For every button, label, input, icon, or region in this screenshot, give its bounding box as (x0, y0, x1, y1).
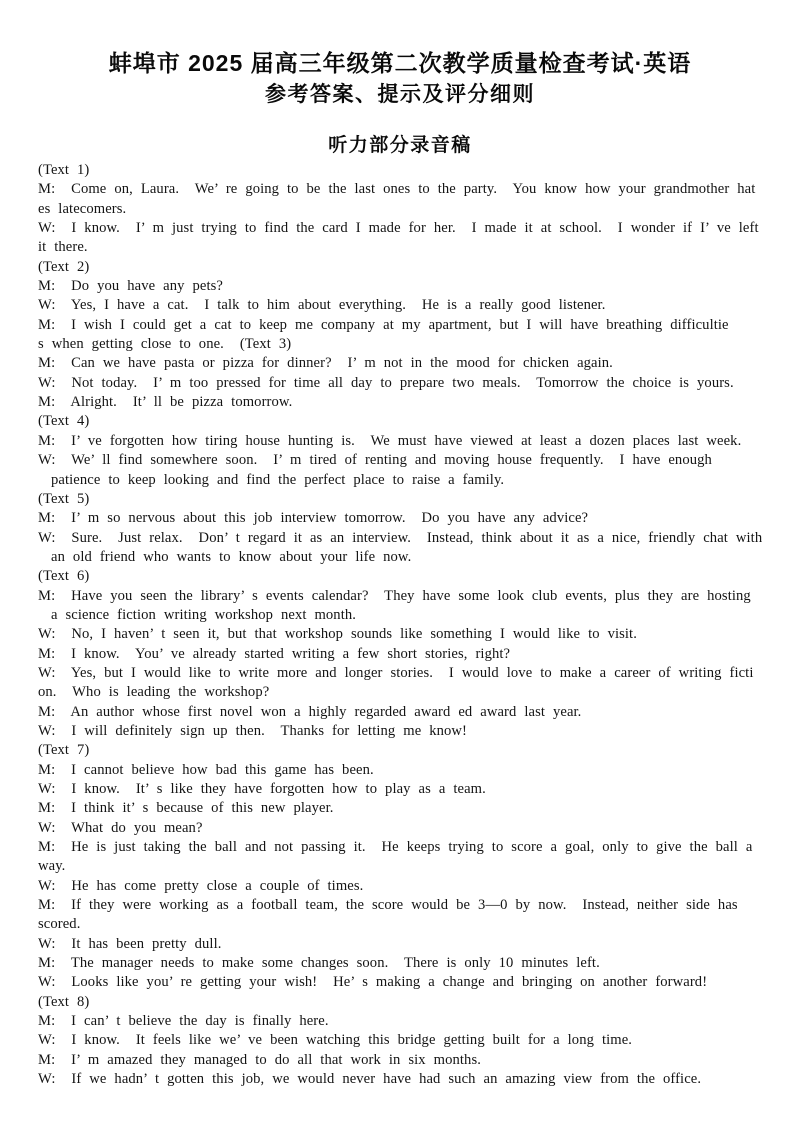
transcript-line: M: The manager needs to make some changes soon. There is only 10 minutes left. (38, 955, 600, 972)
transcript-line: W: Yes, but I would like to write more and longer stories. I would love to make a career of writing ficti (38, 664, 754, 681)
transcript-line: an old friend who wants to know about your life now. (51, 548, 412, 565)
transcript-text-marker: (Text 2) (38, 258, 90, 275)
transcript-line: scored. (38, 916, 81, 933)
transcript-line: es latecomers. (38, 200, 127, 217)
transcript-text-marker: (Text 7) (38, 742, 90, 759)
transcript-line: W: I know. It’ s like they have forgotten how to play as a team. (38, 781, 486, 797)
transcript-line: a science fiction writing workshop next month. (51, 606, 356, 623)
transcript-line: W: We’ ll find somewhere soon. I’ m tired of renting and moving house frequently. I have enough (38, 452, 712, 469)
transcript-line: M: Can we have pasta or pizza for dinner? I’ m not in the mood for chicken again. (38, 355, 613, 372)
transcript-line: on. Who is leading the workshop? (38, 684, 270, 701)
transcript-line: W: I know. It feels like we’ ve been watching this bridge getting built for a long time. (38, 1032, 633, 1049)
transcript-line: it there. (38, 239, 88, 256)
transcript-line: M: Do you have any pets? (38, 278, 223, 295)
transcript-line: M: I’ m so nervous about this job interview tomorrow. Do you have any advice? (38, 510, 589, 527)
transcript-line: M: I’ m amazed they managed to do all that work in six months. (38, 1051, 481, 1068)
transcript-line: W: I know. I’ m just trying to find the card I made for her. I made it at school. I wonder if I’ ve left (38, 220, 759, 237)
transcript-line: s when getting close to one. (Text 3) (38, 336, 292, 353)
transcript-line: M: I cannot believe how bad this game has been. (38, 761, 374, 778)
transcript-line: W: Sure. Just relax. Don’ t regard it as an interview. Instead, think about it as a nice, friendly chat with (38, 529, 763, 546)
transcript-line: W: No, I haven’ t seen it, but that workshop sounds like something I would like to visit. (38, 626, 637, 643)
document-subtitle: 参考答案、提示及评分细则 (265, 83, 535, 106)
transcript-line: M: He is just taking the ball and not passing it. He keeps trying to score a goal, only to give the ball a (38, 839, 753, 856)
section-heading-listening-script: 听力部分录音稿 (328, 135, 472, 156)
transcript-line: M: I think it’ s because of this new player. (38, 800, 334, 817)
transcript-line: way. (38, 858, 66, 875)
transcript-line: M: I can’ t believe the day is finally here. (38, 1013, 329, 1030)
transcript-text-marker: (Text 4) (38, 413, 90, 430)
transcript-line: M: Alright. It’ ll be pizza tomorrow. (38, 394, 293, 411)
transcript-line: M: If they were working as a football team, the score would be 3—0 by now. Instead, neither side has (38, 897, 738, 914)
listening-transcript (38, 161, 772, 1090)
transcript-line: M: Come on, Laura. We’ re going to be the last ones to the party. You know how your grandmother hat (38, 181, 756, 198)
transcript-line: patience to keep looking and find the perfect place to raise a family. (51, 471, 505, 488)
transcript-line: W: If we hadn’ t gotten this job, we would never have had such an amazing view from the office. (38, 1071, 702, 1088)
transcript-line: W: Not today. I’ m too pressed for time all day to prepare two meals. Tomorrow the choice is yours. (38, 374, 734, 391)
transcript-text-marker: (Text 5) (38, 490, 90, 507)
transcript-line: W: He has come pretty close a couple of times. (38, 877, 364, 894)
transcript-line: W: Looks like you’ re getting your wish! He’ s making a change and bringing on another forward! (38, 974, 708, 991)
transcript-line: M: I’ ve forgotten how tiring house hunting is. We must have viewed at least a dozen places last week. (38, 432, 742, 449)
transcript-line: W: What do you mean? (38, 819, 203, 836)
transcript-line: W: I will definitely sign up then. Thanks for letting me know! (38, 722, 468, 739)
transcript-text-marker: (Text 1) (38, 162, 90, 178)
transcript-line: M: I know. You’ ve already started writing a few short stories, right? (38, 645, 511, 662)
transcript-line: W: Yes, I have a cat. I talk to him about everything. He is a really good listener. (38, 297, 606, 314)
transcript-line: M: I wish I could get a cat to keep me company at my apartment, but I will have breathing difficultie (38, 316, 729, 333)
transcript-line: M: An author whose first novel won a highly regarded award ed award last year. (38, 703, 582, 720)
transcript-text-marker: (Text 6) (38, 568, 90, 585)
transcript-text-marker: (Text 8) (38, 993, 90, 1010)
transcript-line: W: It has been pretty dull. (38, 935, 222, 952)
document-title: 蚌埠市 2025 届高三年级第二次教学质量检查考试·英语 (108, 50, 692, 76)
transcript-line: M: Have you seen the library’ s events calendar? They have some look club events, plus they are hosting (38, 587, 751, 604)
